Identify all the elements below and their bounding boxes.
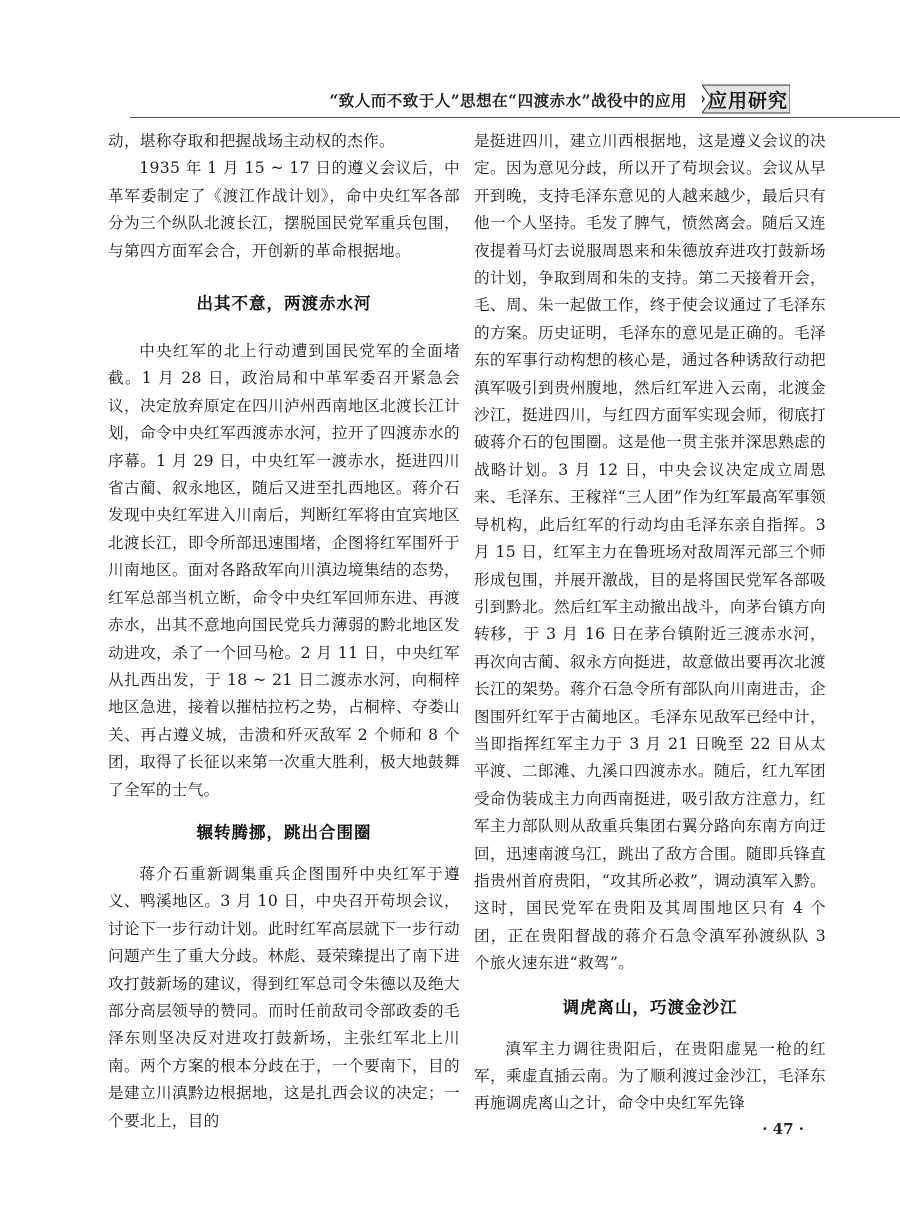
section-heading: 调虎离山，巧渡金沙江 <box>562 997 738 1017</box>
header-rule <box>130 117 900 118</box>
section-label: 应用研究 <box>707 90 788 112</box>
paragraph: 1935 年 1 月 15 ~ 17 日的遵义会议后，中革军委制定了《渡江作战计划》，命中央红军各部分为三个纵队北渡长江，摆脱国民党军重兵包围，与第四方面军会合，开创新的革命根据地。 <box>108 159 460 260</box>
paragraph: 蒋介石重新调集重兵企图围歼中央红军于遵义、鸭溪地区。3 月 10 日，中央召开苟坝会议，讨论下一步行动计划。此时红军高层就下一步行动问题产生了重大分歧。林彪、聂荣臻提出了南下进攻打鼓新场的建议，得到红军总司令朱德以及绝大部分高层领导的赞同。而时任前敌司令部政委的毛泽东则坚决反对进攻打鼓新场，主张红军北上川南。两个方案的根本分歧在于，一个要南下，目的是建立川滇黔边根据地，这是扎西会议的决定；一个要北上，目的 <box>108 864 460 1130</box>
paragraph: 动，堪称夺取和把握战场主动权的杰作。 <box>108 132 395 150</box>
page-header <box>0 0 900 130</box>
paragraph: 滇军主力调往贵阳后，在贵阳虚晃一枪的红军，乘虚直插云南。为了顺利渡过金沙江，毛泽东再施调虎离山之计，命令中央红军先锋 <box>474 1039 826 1113</box>
section-heading: 出其不意，两渡赤水河 <box>196 294 372 314</box>
paragraph: 是挺进四川，建立川西根据地，这是遵义会议的决定。因为意见分歧，所以开了苟坝会议。会议从早开到晚，支持毛泽东意见的人越来越少，最后只有他一个人坚持。毛发了脾气，愤然离会。随后又连夜提着马灯去说服周恩来和朱德放弃进攻打鼓新场的计划，争取到周和朱的支持。第二天接着开会，毛、周、朱一起做工作，终于使会议通过了毛泽东的方案。历史证明，毛泽东的意见是正确的。毛泽东的军事行动构想的核心是，通过各种诱敌行动把滇军吸引到贵州腹地，然后红军进入云南，北渡金沙江，挺进四川，与红四方面军实现会师，彻底打破蒋介石的包围圈。这是他一贯主张并深思熟虑的战略计划。3 月 12 日，中央会议决定成立周恩来、毛泽东、王稼祥“三人团”作为红军最高军事领导机构，此后红军的行动均由毛泽东亲自指挥。3 月 15 日，红军主力在鲁班场对敌周浑元部三个师形成包围，并展开激战，目的是将国民党军各部吸引到黔北。然后红军主动撤出战斗，向茅台镇方向转移，于 3 月 16 日在茅台镇附近三渡赤水河，再次向古蔺、叙永方向挺进，故意做出要再次北渡长江的架势。蒋介石急令所有部队向川南进击，企图围歼红军于古蔺地区。毛泽东见敌军已经中计，当即指挥红军主力于 3 月 21 日晚至 22 日从太平渡、二郎滩、九溪口四渡赤水。随后，红九军团受命伪装成主力向西南挺进，吸引敌方注意力，红军主力部队则从敌重兵集团右翼分路向东南方向迂回，迅速南渡乌江，跳出了敌方合围。随即兵锋直指贵州首府贵阳，“攻其所必救”，调动滇军入黔。这时，国民党军在贵阳及其周围地区只有 4 个团，正在贵阳督战的蒋介石急令滇军孙渡纵队 3 个旅火速东进“救驾”。 <box>474 132 826 973</box>
article-running-title: “致人而不致于人”思想在“四渡赤水”战役中的应用 <box>329 91 687 110</box>
right-column <box>474 128 826 1118</box>
page-number: · 47 · <box>762 1120 804 1138</box>
left-column <box>108 128 460 1135</box>
paragraph: 中央红军的北上行动遭到国民党军的全面堵截。1 月 28 日，政治局和中革军委召开紧急会议，决定放弃原定在四川泸州西南地区北渡长江计划，命令中央红军西渡赤水河，拉开了四渡赤水的序幕。1 月 29 日，中央红军一渡赤水，挺进四川省古蔺、叙永地区，随后又进至扎西地区。蒋介石发现中央红军进入川南后，判断红军将由宜宾地区北渡长江，即令所部迅速围堵，企图将红军围歼于川南地区。面对各路敌军向川滇边境集结的态势，红军总部当机立断，命令中央红军回师东进、再渡赤水，出其不意地向国民党兵力薄弱的黔北地区发动进攻，杀了一个回马枪。2 月 11 日，中央红军从扎西出发，于 18 ~ 21 日二渡赤水河，向桐梓地区急进，接着以摧枯拉朽之势，占桐梓、夺娄山关、再占遵义城，击溃和歼灭敌军 2 个师和 8 个团，取得了长征以来第一次重大胜利，极大地鼓舞了全军的士气。 <box>108 342 460 799</box>
section-heading: 辗转腾挪，跳出合围圈 <box>196 822 372 842</box>
